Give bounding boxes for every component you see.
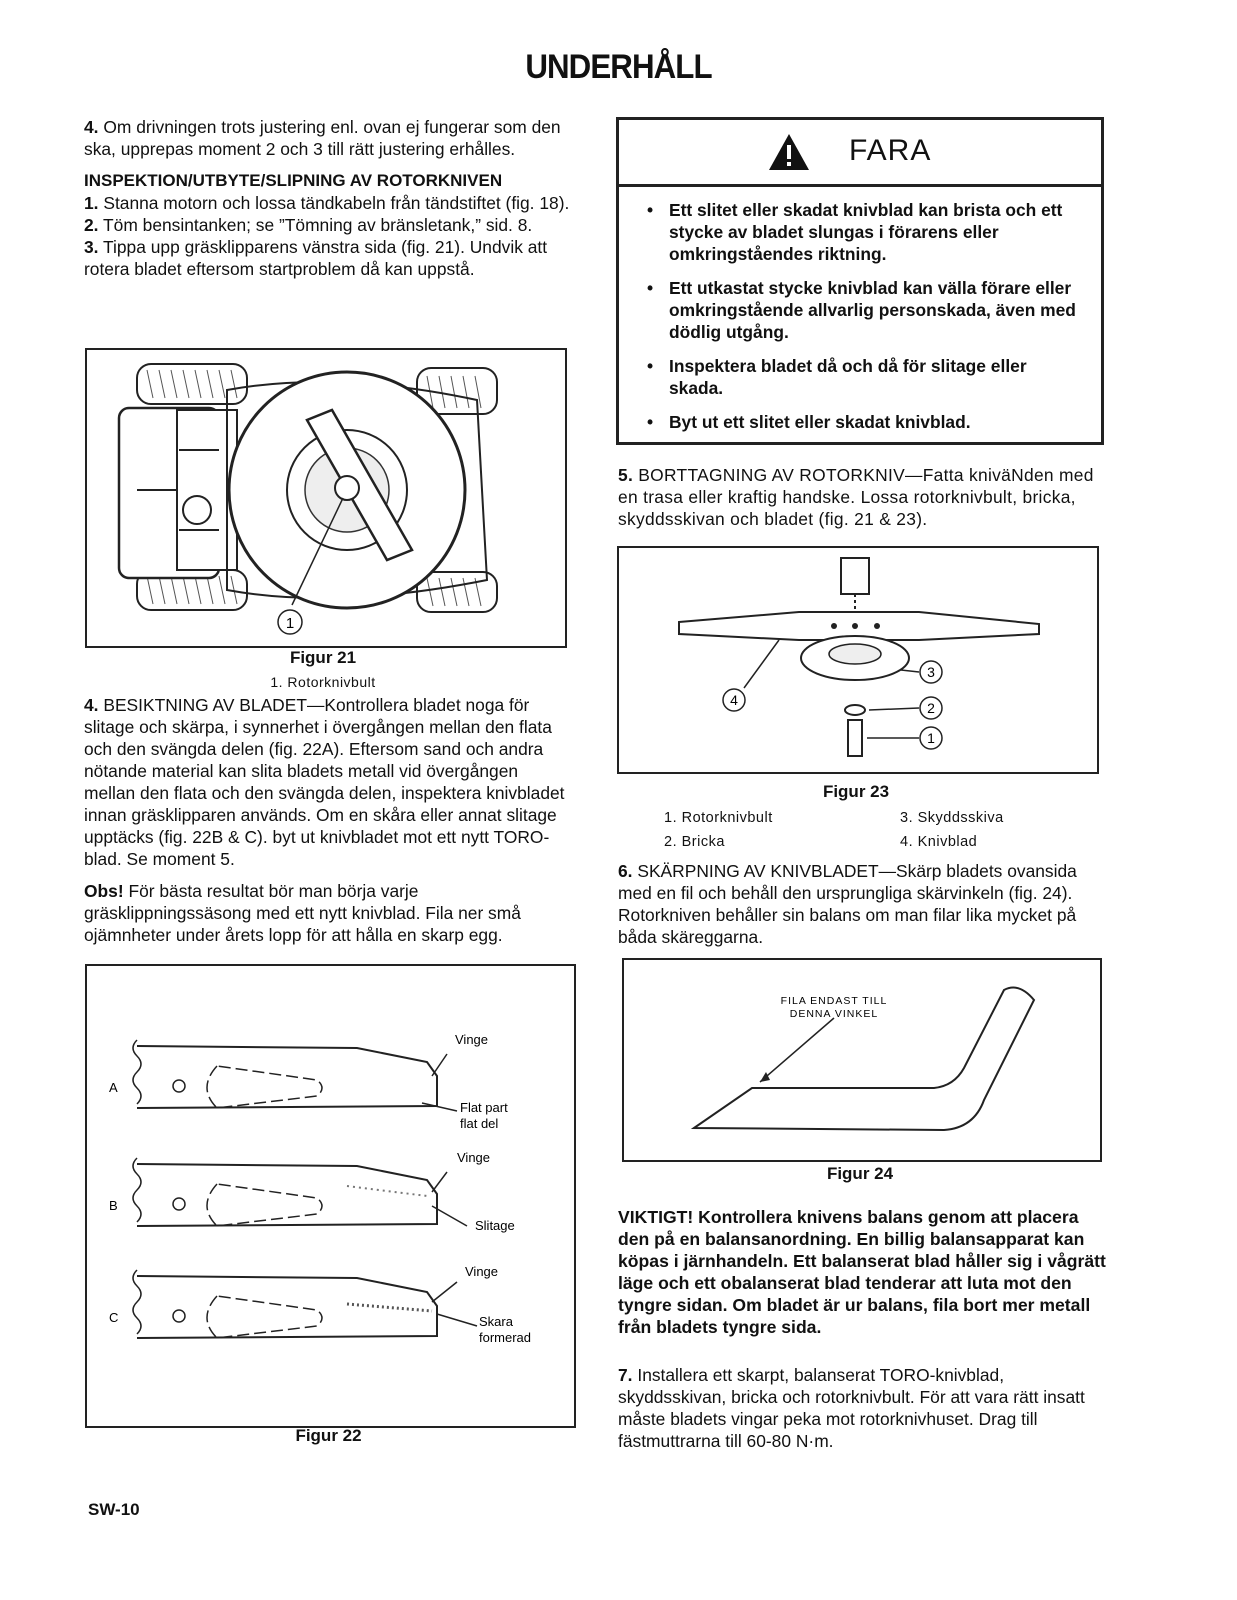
figure-22-caption: Figur 22 <box>295 1426 362 1445</box>
step-4-number: 4. <box>84 117 99 137</box>
inspect-text: BESIKTNING AV BLADET—Kontrollera bladet noga för slitage och skärpa, i synnerhet i övergången mellan den flata och den svängda delen (fig. 22A). Eftersom sand och andra nötande material kan slita bladets metall vid övergången mellan den flata och den svängda delen, inspektera knivbladet innan gräsklipparen används. Om en skåra eller annat slitage upptäcks (fig. 22B & C). byt ut knivbladet mot ett nytt TORO-blad. Se moment 5. <box>84 695 565 869</box>
inspect-paragraph <box>84 694 574 870</box>
legend-item: 3. Skyddsskiva <box>900 810 1004 826</box>
step-2-paragraph <box>84 214 574 236</box>
row-c-letter: C <box>109 1310 119 1325</box>
figure-23-box <box>617 546 1099 774</box>
blade-row-a <box>109 1032 508 1131</box>
row-b-vinge-label: Vinge <box>457 1150 491 1165</box>
wheel-top-left <box>137 364 247 404</box>
inspect-number: 4. <box>84 695 99 715</box>
sharpening-angle-illustration <box>624 960 1100 1160</box>
inspect-section <box>84 694 574 946</box>
step-6-paragraph <box>618 860 1108 948</box>
blade-row-c <box>109 1264 531 1345</box>
row-b-slitage-label: Slitage <box>475 1218 515 1233</box>
blade-row-b <box>109 1150 515 1233</box>
step-1-text: Stanna motorn och lossa tändkabeln från tändstiftet (fig. 18). <box>103 193 570 213</box>
legend-item: 1. Rotorknivbult <box>664 810 773 826</box>
row-c-skara-label: Skara <box>479 1314 513 1329</box>
figure-24-caption: Figur 24 <box>826 1164 894 1183</box>
blade-assembly-illustration <box>619 548 1097 772</box>
section-heading: INSPEKTION/UTBYTE/SLIPNING AV ROTORKNIVEN <box>84 171 503 190</box>
callout-3-label: 3 <box>927 664 935 680</box>
row-c-vinge-label: Vinge <box>465 1264 499 1279</box>
callout-1-label: 1 <box>927 730 935 746</box>
callout-2-label: 2 <box>927 700 935 716</box>
step-6-text: SKÄRPNING AV KNIVBLADET—Skärp bladets ovansida med en fil och behåll den ursprungliga skärvinkeln (fig. 24). Rotorkniven behåller sin balans om man filar lika mycket på båda skäreggarna. <box>618 861 1077 947</box>
row-c-formerad-label: formerad <box>479 1330 532 1345</box>
warning-triangle-icon <box>767 132 811 172</box>
step-7-text: Installera ett skarpt, balanserat TORO-knivblad, skyddsskivan, bricka och rotorknivbult. För att vara rätt insatt måste bladets vingar peka mot rotorknivhuset. Drag till fästmuttrarna till 60-80 N·m. <box>618 1365 1085 1451</box>
callout-4-label: 4 <box>730 692 738 708</box>
figure-22-box <box>85 964 576 1428</box>
figure-21-box <box>85 348 567 648</box>
row-a-flat-del-label: flat del <box>460 1116 499 1131</box>
callout-1-label: 1 <box>285 615 295 632</box>
step-1-number: 1. <box>84 193 99 213</box>
rotor-bolt <box>848 720 862 756</box>
step-6-number: 6. <box>618 861 633 881</box>
danger-item: • Ett utkastat stycke knivblad kan välla förare eller omkringstående allvarlig personskada, även med dödlig utgång. <box>669 277 1085 343</box>
figure-24-box <box>622 958 1102 1162</box>
figure-23-caption: Figur 23 <box>822 782 890 801</box>
danger-header <box>619 120 1101 187</box>
left-intro <box>84 116 574 280</box>
row-b-letter: B <box>109 1198 118 1213</box>
obs-paragraph <box>84 880 574 946</box>
danger-list <box>619 187 1101 433</box>
blade-wear-illustration <box>87 966 574 1426</box>
danger-box <box>616 117 1104 445</box>
step-3-paragraph <box>84 236 574 280</box>
angle-pointer <box>760 1018 834 1082</box>
step-2-number: 2. <box>84 215 99 235</box>
page-title: UNDERHÅLL <box>525 48 712 86</box>
washer <box>845 705 865 715</box>
danger-item: • Byt ut ett slitet eller skadat knivblad. <box>669 411 1085 433</box>
step-7-paragraph <box>618 1364 1108 1452</box>
step-3-number: 3. <box>84 237 99 257</box>
fila-label-1: FILA ENDAST TILL <box>780 995 888 1007</box>
step-6-section <box>618 860 1108 948</box>
legend-item: 2. Bricka <box>664 834 725 850</box>
step-7-section <box>618 1364 1108 1452</box>
important-section <box>618 1206 1108 1338</box>
figure-21-legend: 1. Rotorknivbult <box>270 674 376 690</box>
row-a-vinge-label: Vinge <box>455 1032 489 1047</box>
legend-item: 4. Knivblad <box>900 834 978 850</box>
step-1-paragraph <box>84 192 574 214</box>
step-2-text: Töm bensintanken; se ”Tömning av bränsletank,” sid. 8. <box>103 215 533 235</box>
danger-item: • Inspektera bladet då och då för slitage eller skada. <box>669 355 1085 399</box>
important-paragraph: VIKTIGT! Kontrollera knivens balans genom att placera den på en balansanordning. En billig balansapparat kan köpas i järnhandeln. Ett balanserat blad håller sig i vågrätt läge och ett obalanserat blad tenderar att luta mot den tyngre sidan. Om bladet är ur balans, fila bort mer metall från bladets tyngre sida. <box>618 1207 1106 1337</box>
step-5-text: BORTTAGNING AV ROTORKNIV—Fatta kniväNden med en trasa eller kraftig handske. Lossa rotorknivbult, bricka, skyddsskivan och bladet (fig. 21 & 23). <box>618 465 1094 529</box>
danger-item: • Ett slitet eller skadat knivblad kan brista och ett stycke av bladet slungas i förarens eller omkringståendes riktning. <box>669 199 1085 265</box>
step-5-section <box>618 464 1108 530</box>
step-3-text: Tippa upp gräsklipparens vänstra sida (fig. 21). Undvik att rotera bladet eftersom startproblem då kan uppstå. <box>84 237 548 279</box>
danger-title: FARA <box>849 134 932 167</box>
figure-21-caption: Figur 21 <box>289 648 357 667</box>
row-a-letter: A <box>109 1080 118 1095</box>
fila-label-2: DENNA VINKEL <box>789 1008 879 1020</box>
blade-bolt <box>335 476 359 500</box>
mower-underside-illustration <box>87 350 565 646</box>
obs-text: För bästa resultat bör man börja varje gräsklippningssäsong med ett nytt knivblad. Fila ner små ojämnheter under årets lopp för att hålla en skarp egg. <box>84 881 521 945</box>
spindle <box>841 558 869 594</box>
step-5-paragraph <box>618 464 1108 530</box>
step-5-number: 5. <box>618 465 634 485</box>
step-4-paragraph <box>84 116 574 160</box>
step-4-text: Om drivningen trots justering enl. ovan ej fungerar som den ska, upprepas moment 2 och 3 till rätt justering erhålles. <box>84 117 561 159</box>
page-number: SW-10 <box>88 1500 140 1519</box>
obs-label: Obs! <box>84 881 124 901</box>
row-a-flat-part-label: Flat part <box>460 1100 508 1115</box>
step-7-number: 7. <box>618 1365 633 1385</box>
